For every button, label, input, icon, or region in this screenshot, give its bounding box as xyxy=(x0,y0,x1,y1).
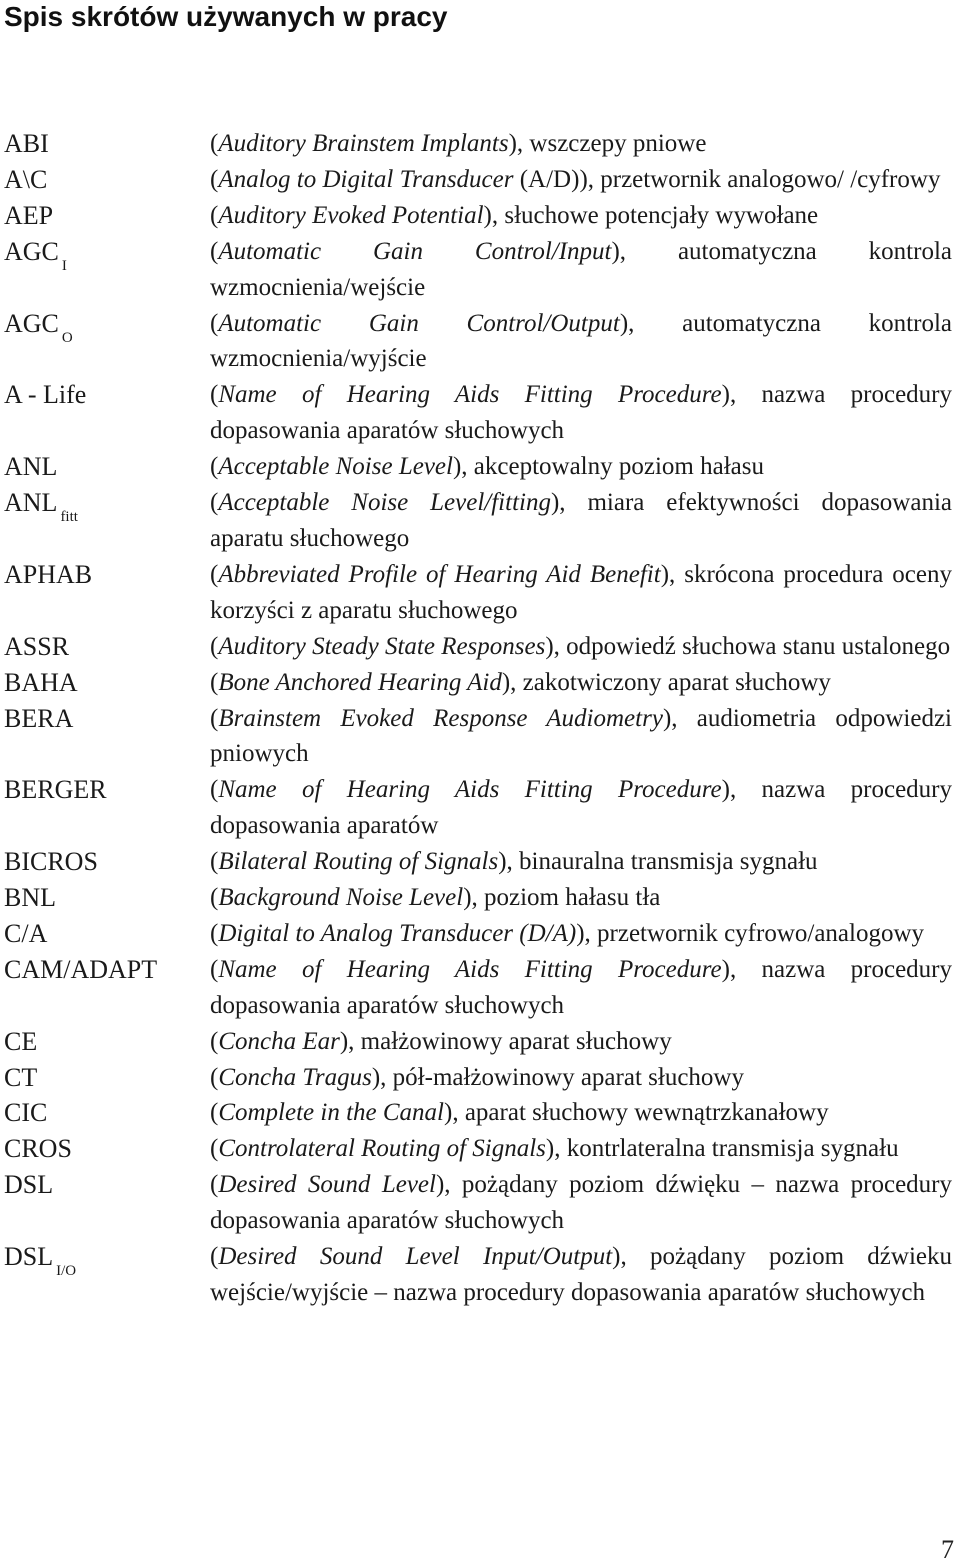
definition-open-paren: ( xyxy=(210,453,219,481)
abbreviation-definition xyxy=(210,234,952,306)
abbreviation-definition xyxy=(210,629,952,665)
english-expansion: Brainstem Evoked Response Audiometry xyxy=(218,704,663,732)
english-expansion: Concha Ear xyxy=(218,1027,340,1055)
abbreviation-term xyxy=(0,1239,210,1311)
definition-open-paren: ( xyxy=(210,668,219,696)
abbreviation-text: BICROS xyxy=(4,847,98,877)
definition-open-paren: ( xyxy=(210,919,219,947)
abbreviation-entry xyxy=(0,844,960,880)
english-expansion: Automatic Gain Control/Input xyxy=(218,237,612,265)
polish-explanation: ), wszczepy pniowe xyxy=(508,130,707,157)
polish-explanation: ), automatyczna kontrola wzmocnienia/wejście xyxy=(210,237,952,301)
abbreviation-text: CAM/ADAPT xyxy=(4,954,158,984)
abbreviation-entry xyxy=(0,198,960,234)
abbreviation-entry xyxy=(0,772,960,844)
abbreviation-entry xyxy=(0,952,960,1024)
abbreviation-definition xyxy=(210,1024,952,1060)
definition-open-paren: ( xyxy=(210,309,219,337)
english-expansion: Controlateral Routing of Signals xyxy=(218,1135,546,1163)
abbreviation-term xyxy=(0,557,210,629)
english-expansion: Auditory Brainstem Implants xyxy=(218,130,509,157)
abbreviation-definition xyxy=(210,377,952,449)
abbreviation-definition xyxy=(210,1167,952,1239)
abbreviation-text: AEP xyxy=(4,200,54,230)
polish-explanation: ), pożądany poziom dźwięku – nazwa procedury dopasowania aparatów słuchowych xyxy=(210,1171,952,1235)
abbreviation-definition xyxy=(210,665,952,701)
english-expansion: Auditory Evoked Potential xyxy=(218,201,484,229)
definition-open-paren: ( xyxy=(210,704,219,732)
abbreviation-entry xyxy=(0,126,960,162)
definition-open-paren: ( xyxy=(210,1243,219,1271)
polish-explanation: ), poziom hałasu tła xyxy=(463,884,661,912)
definition-open-paren: ( xyxy=(210,848,219,876)
english-expansion: Analog to Digital Transducer xyxy=(218,165,514,193)
abbreviation-term xyxy=(0,306,210,378)
abbreviation-text: ANL xyxy=(4,452,58,482)
abbreviation-term xyxy=(0,1167,210,1239)
abbreviation-term xyxy=(0,880,210,916)
abbreviation-entry xyxy=(0,1095,960,1131)
definition-open-paren: ( xyxy=(210,130,219,157)
english-expansion: Automatic Gain Control/Output xyxy=(218,309,620,337)
abbreviation-entry xyxy=(0,377,960,449)
definition-open-paren: ( xyxy=(210,1135,219,1163)
abbreviation-definition xyxy=(210,162,952,198)
abbreviation-term xyxy=(0,377,210,449)
polish-explanation: ), pół-małżowinowy aparat słuchowy xyxy=(371,1063,744,1091)
abbreviation-term xyxy=(0,162,210,198)
abbreviation-definition xyxy=(210,557,952,629)
polish-explanation: ), audiometria odpowiedzi pniowych xyxy=(210,704,952,768)
polish-explanation: ), słuchowe potencjały wywołane xyxy=(483,201,819,229)
abbreviation-entry xyxy=(0,880,960,916)
polish-explanation: (A/D)), przetwornik analogowo/ /cyfrowy xyxy=(513,165,941,193)
definition-open-paren: ( xyxy=(210,955,219,983)
definition-open-paren: ( xyxy=(210,165,219,193)
polish-explanation: ), pożądany poziom dźwieku wejście/wyjście – nazwa procedury dopasowania aparatów słuchowych xyxy=(210,1243,952,1306)
abbreviation-definition xyxy=(210,306,952,378)
abbreviation-text: AGC xyxy=(4,308,59,338)
polish-explanation: ), skrócona procedura oceny korzyści z aparatu słuchowego xyxy=(210,560,952,624)
polish-explanation: ), małżowinowy aparat słuchowy xyxy=(339,1027,672,1055)
definition-open-paren: ( xyxy=(210,884,219,912)
english-expansion: Abbreviated Profile of Hearing Aid Benefit xyxy=(218,560,661,588)
abbreviation-definition xyxy=(210,485,952,557)
abbreviation-definition xyxy=(210,126,952,162)
page-title: Spis skrótów używanych w pracy xyxy=(4,1,448,32)
english-expansion: Acceptable Noise Level xyxy=(218,453,453,481)
definition-open-paren: ( xyxy=(210,201,219,229)
abbreviation-term xyxy=(0,449,210,485)
abbreviation-term xyxy=(0,772,210,844)
abbreviation-entry xyxy=(0,162,960,198)
abbreviation-entry xyxy=(0,1131,960,1167)
abbreviation-term xyxy=(0,701,210,773)
english-expansion: Name of Hearing Aids Fitting Procedure xyxy=(218,955,722,983)
abbreviation-entry xyxy=(0,449,960,485)
polish-explanation: ), nazwa procedury dopasowania aparatów xyxy=(210,776,952,840)
abbreviation-term xyxy=(0,665,210,701)
abbreviation-text: CIC xyxy=(4,1098,48,1128)
abbreviation-text: AGC xyxy=(4,236,59,266)
abbreviation-definition xyxy=(210,880,952,916)
polish-explanation: ), aparat słuchowy wewnątrzkanałowy xyxy=(444,1099,829,1127)
abbreviation-term xyxy=(0,234,210,306)
english-expansion: Digital to Analog Transducer (D/A) xyxy=(218,919,577,947)
abbreviation-entry xyxy=(0,1024,960,1060)
abbreviation-entry xyxy=(0,629,960,665)
abbreviation-term xyxy=(0,844,210,880)
abbreviation-definition xyxy=(210,449,952,485)
english-expansion: Concha Tragus xyxy=(218,1063,372,1091)
english-expansion: Name of Hearing Aids Fitting Procedure xyxy=(218,776,722,804)
abbreviation-term xyxy=(0,1095,210,1131)
abbreviation-entry xyxy=(0,701,960,773)
abbreviation-definition xyxy=(210,844,952,880)
definition-open-paren: ( xyxy=(210,381,219,409)
abbreviation-definition xyxy=(210,1239,952,1311)
english-expansion: Complete in the Canal xyxy=(218,1099,444,1127)
polish-explanation: ), miara efektywności dopasowania aparatu słuchowego xyxy=(210,489,952,552)
abbreviation-entry xyxy=(0,916,960,952)
abbreviation-text: DSL xyxy=(4,1170,54,1200)
abbreviation-text: ANL xyxy=(4,488,58,518)
english-expansion: Desired Sound Level xyxy=(218,1171,436,1199)
abbreviation-text: BERGER xyxy=(4,775,107,805)
abbreviation-definition xyxy=(210,1131,952,1167)
abbreviation-text: A\C xyxy=(4,164,48,194)
definition-open-paren: ( xyxy=(210,1063,219,1091)
polish-explanation: ), odpowiedź słuchowa stanu ustalonego xyxy=(545,632,951,660)
abbreviation-term xyxy=(0,1131,210,1167)
definition-open-paren: ( xyxy=(210,1171,219,1199)
english-expansion: Bone Anchored Hearing Aid xyxy=(218,668,502,696)
abbreviation-text: C/A xyxy=(4,918,48,948)
english-expansion: Bilateral Routing of Signals xyxy=(218,848,499,876)
polish-explanation: ), automatyczna kontrola wzmocnienia/wyjście xyxy=(210,309,952,373)
english-expansion: Background Noise Level xyxy=(218,884,464,912)
abbreviation-term xyxy=(0,629,210,665)
abbreviation-subscript: I xyxy=(61,257,67,274)
abbreviation-entry xyxy=(0,1167,960,1239)
definition-open-paren: ( xyxy=(210,632,219,660)
abbreviation-subscript: I/O xyxy=(56,1263,77,1280)
abbreviation-entry xyxy=(0,306,960,378)
abbreviation-text: DSL xyxy=(4,1242,54,1272)
english-expansion: Auditory Steady State Responses xyxy=(218,632,546,660)
definition-open-paren: ( xyxy=(210,776,219,804)
definition-open-paren: ( xyxy=(210,560,219,588)
abbreviation-definition xyxy=(210,1095,952,1131)
abbreviation-definition xyxy=(210,198,952,234)
english-expansion: Name of Hearing Aids Fitting Procedure xyxy=(218,381,722,409)
abbreviation-definition xyxy=(210,701,952,773)
abbreviation-text: BERA xyxy=(4,703,74,733)
abbreviation-term xyxy=(0,126,210,162)
abbreviation-text: CROS xyxy=(4,1134,72,1164)
abbreviation-list xyxy=(0,126,960,1311)
abbreviation-text: A - Life xyxy=(4,380,87,410)
abbreviation-term xyxy=(0,198,210,234)
abbreviation-entry xyxy=(0,1239,960,1311)
abbreviation-entry xyxy=(0,557,960,629)
definition-open-paren: ( xyxy=(210,1099,219,1127)
abbreviation-text: ABI xyxy=(4,129,49,158)
polish-explanation: ), kontrlateralna transmisja sygnału xyxy=(545,1135,899,1163)
abbreviation-text: BAHA xyxy=(4,667,78,697)
abbreviation-term xyxy=(0,1024,210,1060)
abbreviation-text: CT xyxy=(4,1062,38,1092)
abbreviation-term xyxy=(0,916,210,952)
abbreviation-definition xyxy=(210,916,952,952)
abbreviation-entry xyxy=(0,234,960,306)
abbreviation-text: CE xyxy=(4,1026,38,1056)
abbreviation-definition xyxy=(210,952,952,1024)
polish-explanation: ), nazwa procedury dopasowania aparatów słuchowych xyxy=(210,955,952,1019)
abbreviation-entry xyxy=(0,665,960,701)
abbreviation-subscript: fitt xyxy=(60,509,78,526)
polish-explanation: ), zakotwiczony aparat słuchowy xyxy=(501,668,831,696)
english-expansion: Acceptable Noise Level/fitting xyxy=(218,489,551,517)
definition-open-paren: ( xyxy=(210,237,219,265)
definition-open-paren: ( xyxy=(210,489,219,517)
polish-explanation: ), akceptowalny poziom hałasu xyxy=(452,453,764,481)
english-expansion: Desired Sound Level Input/Output xyxy=(218,1243,613,1271)
abbreviation-definition xyxy=(210,772,952,844)
abbreviation-text: ASSR xyxy=(4,631,70,661)
abbreviation-definition xyxy=(210,1060,952,1096)
page-number: 7 xyxy=(941,1535,954,1564)
abbreviation-term xyxy=(0,1060,210,1096)
polish-explanation: ), nazwa procedury dopasowania aparatów słuchowych xyxy=(210,381,952,445)
abbreviation-subscript: O xyxy=(61,329,73,346)
definition-open-paren: ( xyxy=(210,1027,219,1055)
abbreviation-entry xyxy=(0,485,960,557)
abbreviation-text: APHAB xyxy=(4,559,93,589)
abbreviation-entry xyxy=(0,1060,960,1096)
abbreviation-text: BNL xyxy=(4,883,56,913)
polish-explanation: ), przetwornik cyfrowo/analogowy xyxy=(576,919,925,947)
abbreviation-term xyxy=(0,952,210,1024)
polish-explanation: ), binauralna transmisja sygnału xyxy=(498,848,818,876)
abbreviation-term xyxy=(0,485,210,557)
